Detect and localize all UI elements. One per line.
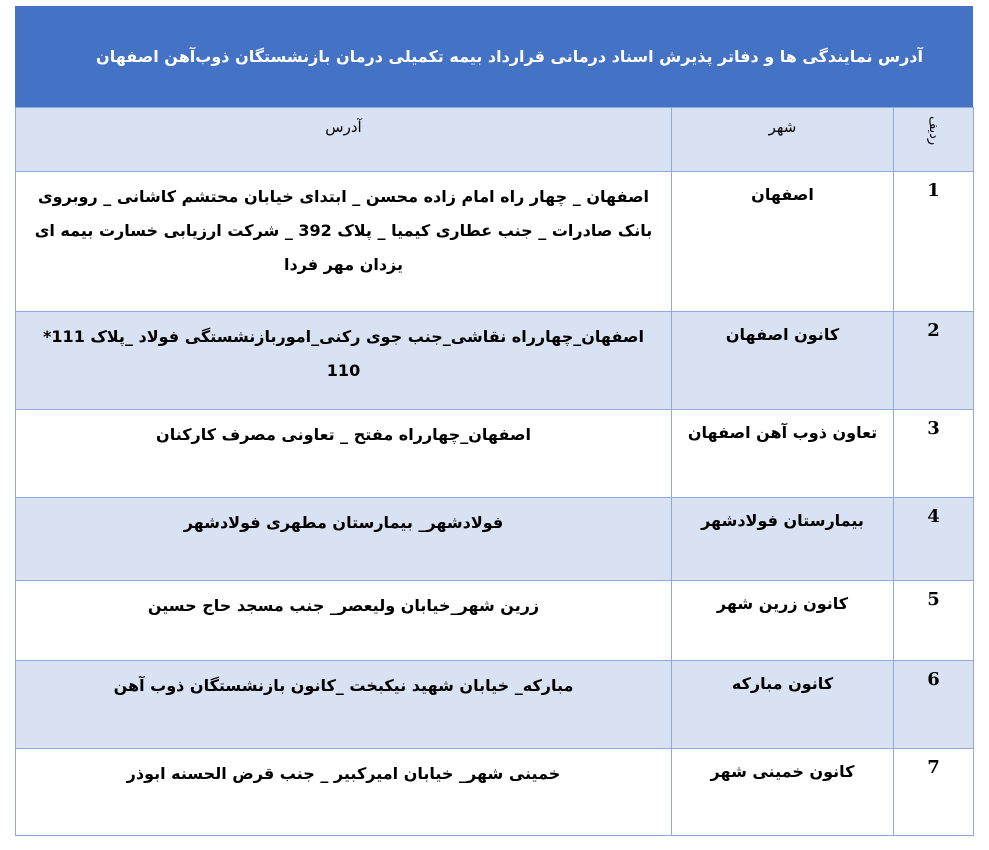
table-row: [16, 749, 974, 836]
row-city: کانون خمینی شهر: [672, 749, 894, 836]
addresses-table: [15, 107, 974, 836]
row-address: خمینی شهر_ خیابان امیرکبیر _ جنب قرض الحسنه ابوذر: [16, 749, 672, 836]
addresses-sheet: [15, 6, 973, 836]
row-city: اصفهان: [672, 172, 894, 312]
header-address: آدرس: [16, 108, 672, 172]
row-number: 6: [894, 661, 974, 749]
table-row: [16, 498, 974, 581]
table-row: [16, 581, 974, 661]
row-number: 2: [894, 312, 974, 410]
row-city: کانون مبارکه: [672, 661, 894, 749]
row-city: بیمارستان فولادشهر: [672, 498, 894, 581]
table-title: آدرس نمایندگی ها و دفاتر پذیرش اسناد درمانی قرارداد بیمه تکمیلی درمان بازنشستگان ذوب‌آهن اصفهان: [15, 6, 973, 107]
row-number: 4: [894, 498, 974, 581]
row-address: مبارکه_ خیابان شهید نیکبخت _کانون بازنشستگان ذوب آهن: [16, 661, 672, 749]
row-address: زرین شهر_خیابان ولیعصر_ جنب مسجد حاج حسین: [16, 581, 672, 661]
row-address: اصفهان_چهارراه مفتح _ تعاونی مصرف کارکنان: [16, 410, 672, 498]
header-row: [16, 108, 974, 172]
row-number: 7: [894, 749, 974, 836]
row-number: 5: [894, 581, 974, 661]
row-number: 1: [894, 172, 974, 312]
row-city: کانون اصفهان: [672, 312, 894, 410]
header-city: شهر: [672, 108, 894, 172]
table-row: [16, 661, 974, 749]
row-number: 3: [894, 410, 974, 498]
table-row: [16, 312, 974, 410]
row-address: فولادشهر_ بیمارستان مطهری فولادشهر: [16, 498, 672, 581]
table-row: [16, 172, 974, 312]
table-row: [16, 410, 974, 498]
row-city: کانون زرین شهر: [672, 581, 894, 661]
row-address: اصفهان_چهارراه نقاشی_جنب جوی رکنی_اموربازنشستگی فولاد _پلاک 111* 110: [16, 312, 672, 410]
row-city: تعاون ذوب آهن اصفهان: [672, 410, 894, 498]
row-address: اصفهان _ چهار راه امام زاده محسن _ ابتدای خیابان محتشم کاشانی _ روبروی بانک صادرات _ جنب عطاری کیمیا _ پلاک 392 _ شرکت ارزیابی خسارت بیمه ای یزدان مهر فردا: [16, 172, 672, 312]
header-number: ردیف: [894, 108, 974, 172]
